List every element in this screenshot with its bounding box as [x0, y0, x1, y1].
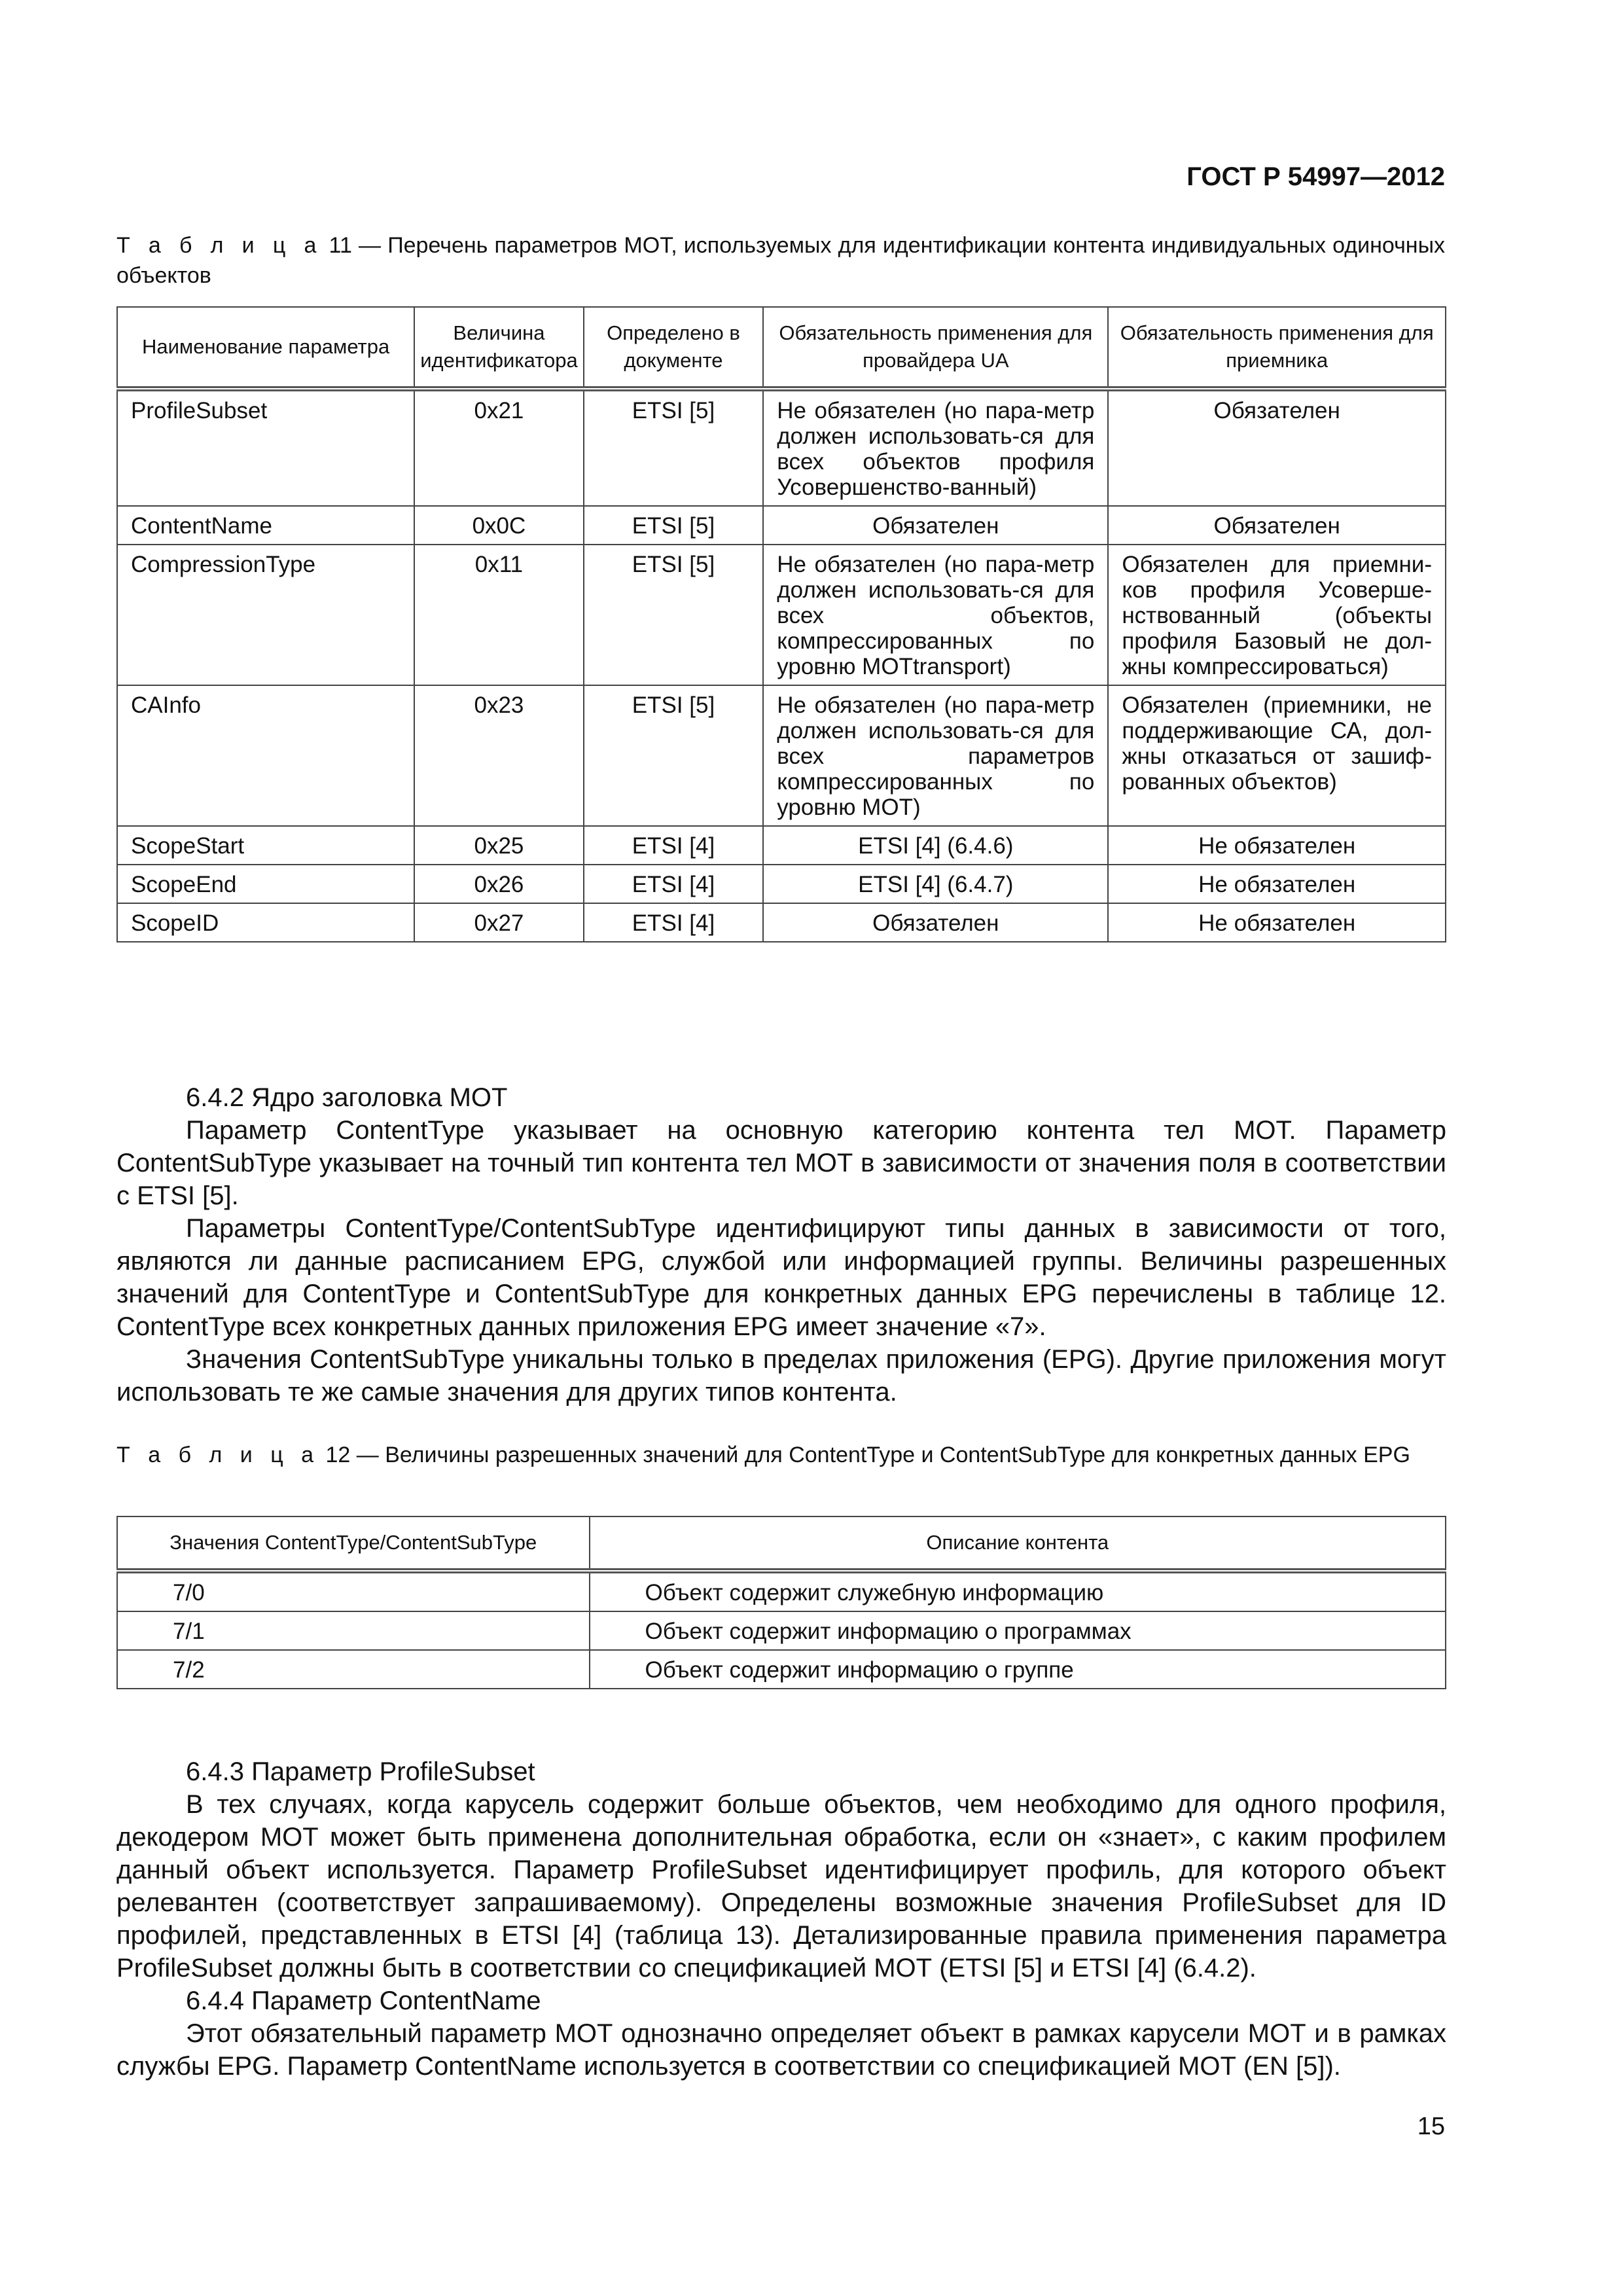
table-cell: 7/2 [117, 1650, 590, 1689]
table-cell: Объект содержит информацию о группе [590, 1650, 1446, 1689]
table-cell: ProfileSubset [117, 389, 414, 506]
table-12-caption-text: 12 — Величины разрешенных значений для ContentType и ContentSubType для конкретных данных EPG [319, 1443, 1410, 1467]
table-11-caption-label: Т а б л и ц а [116, 233, 323, 258]
table-11-header-cell: Наименование параметра [117, 307, 414, 389]
section-6-4-2 [116, 1081, 1446, 1408]
table-cell: Обязателен [1108, 506, 1446, 545]
table-cell: ETSI [5] [584, 685, 764, 826]
table-cell: 0x11 [414, 545, 583, 685]
table-cell: 0x0C [414, 506, 583, 545]
table-11-header-cell: Обязательность применения для приемника [1108, 307, 1446, 389]
table-11 [116, 306, 1446, 942]
table-cell: Объект содержит информацию о программах [590, 1611, 1446, 1650]
table-cell: ETSI [5] [584, 506, 764, 545]
table-12-header-cell: Описание контента [590, 1516, 1446, 1571]
table-cell: Не обязателен (но пара-метр должен использовать-ся для всех параметров компрессированных по уровню МОТ) [763, 685, 1108, 826]
table-cell: ETSI [4] [584, 865, 764, 903]
table-row [117, 903, 1446, 942]
table-cell: 7/0 [117, 1571, 590, 1611]
table-11-header-cell: Величина идентификатора [414, 307, 583, 389]
paragraph: В тех случаях, когда карусель содержит больше объектов, чем необходимо для одного профиля, декодером МОТ может быть применена дополнительная обработка, если он «знает», с каким профилем данный объект используется. Параметр ProfileSubset идентифицирует профиль, для которого объект релевантен (соответствует запрашиваемому). Определены возможные значения ProfileSubset для ID профилей, представленных в ETSI [4] (таблица 13). Детализированные правила применения параметра ProfileSubset должны быть в соответствии со спецификацией МОТ (ETSI [5] и ETSI [4] (6.4.2). [116, 1790, 1446, 1982]
table-cell: ETSI [5] [584, 545, 764, 685]
table-cell: 0x23 [414, 685, 583, 826]
table-cell: ETSI [4] [584, 826, 764, 865]
table-cell: Обязателен [1108, 389, 1446, 506]
table-cell: ETSI [4] (6.4.6) [763, 826, 1108, 865]
table-row [117, 506, 1446, 545]
page-number: 15 [1417, 2113, 1445, 2140]
table-cell: Объект содержит служебную информацию [590, 1571, 1446, 1611]
table-11-caption-text: 11 — Перечень параметров МОТ, используемых для идентификации контента индивидуальных одиночных объектов [116, 233, 1446, 288]
table-11-header-row [117, 307, 1446, 389]
table-11-caption [116, 230, 1445, 291]
section-heading: 6.4.4 Параметр ContentName [186, 1986, 541, 2015]
table-cell: Не обязателен [1108, 903, 1446, 942]
table-cell: ContentName [117, 506, 414, 545]
table-11-header-cell: Обязательность применения для провайдера UA [763, 307, 1108, 389]
table-cell: 0x21 [414, 389, 583, 506]
table-row [117, 1571, 1446, 1611]
table-11-header-cell: Определено в документе [584, 307, 764, 389]
paragraph: Параметр ContentType указывает на основную категорию контента тел МОТ. Параметр ContentSubType указывает на точный тип контента тел МОТ в зависимости от значения поля в соответствии с ETSI [5]. [116, 1116, 1446, 1210]
table-cell: ETSI [5] [584, 389, 764, 506]
table-row [117, 685, 1446, 826]
table-cell: ScopeStart [117, 826, 414, 865]
table-cell: Не обязателен [1108, 865, 1446, 903]
table-cell: ScopeID [117, 903, 414, 942]
table-cell: Обязателен [763, 506, 1108, 545]
table-cell: Не обязателен (но пара-метр должен использовать-ся для всех объектов, компрессированных по уровню MOTtransport) [763, 545, 1108, 685]
table-cell: Обязателен [763, 903, 1108, 942]
table-row [117, 865, 1446, 903]
table-cell: Не обязателен (но пара-метр должен использовать-ся для всех объектов профиля Усовершенство-ванный) [763, 389, 1108, 506]
table-12 [116, 1516, 1446, 1689]
section-heading: 6.4.3 Параметр ProfileSubset [186, 1757, 535, 1786]
table-12-caption [116, 1440, 1445, 1470]
table-12-caption-label: Т а б л и ц а [116, 1443, 320, 1467]
table-row [117, 1650, 1446, 1689]
table-cell: CAInfo [117, 685, 414, 826]
paragraph: Значения ContentSubType уникальны только в пределах приложения (EPG). Другие приложения могут использовать те же самые значения для других типов контента. [116, 1345, 1446, 1407]
table-cell: ETSI [4] [584, 903, 764, 942]
section-heading: 6.4.2 Ядро заголовка МОТ [186, 1083, 508, 1112]
table-row [117, 545, 1446, 685]
section-6-4-3 [116, 1755, 1446, 2083]
table-12-header-cell: Значения ContentType/ContentSubType [117, 1516, 590, 1571]
paragraph: Параметры ContentType/ContentSubType идентифицируют типы данных в зависимости от того, являются ли данные расписанием EPG, службой или информацией группы. Величины разрешенных значений для ContentType и ContentSubType для конкретных данных EPG перечислены в таблице 12. ContentType всех конкретных данных приложения EPG имеет значение «7». [116, 1214, 1446, 1341]
table-cell: ETSI [4] (6.4.7) [763, 865, 1108, 903]
paragraph: Этот обязательный параметр МОТ однозначно определяет объект в рамках карусели МОТ и в рамках службы EPG. Параметр ContentName используется в соответствии со спецификацией МОТ (EN [5]). [116, 2019, 1446, 2081]
table-cell: Обязателен для приемни-ков профиля Усоверше-нствованный (объекты профиля Базовый не дол-жны компрессироваться) [1108, 545, 1446, 685]
table-cell: Обязателен (приемники, не поддерживающие СА, дол-жны отказаться от зашиф-рованных объектов) [1108, 685, 1446, 826]
table-row [117, 826, 1446, 865]
table-row [117, 389, 1446, 506]
table-cell: 0x27 [414, 903, 583, 942]
table-cell: ScopeEnd [117, 865, 414, 903]
table-cell: 0x26 [414, 865, 583, 903]
table-12-header-row [117, 1516, 1446, 1571]
standard-designation: ГОСТ Р 54997—2012 [1186, 162, 1445, 191]
table-row [117, 1611, 1446, 1650]
table-cell: 0x25 [414, 826, 583, 865]
table-cell: Не обязателен [1108, 826, 1446, 865]
table-cell: 7/1 [117, 1611, 590, 1650]
table-cell: CompressionType [117, 545, 414, 685]
